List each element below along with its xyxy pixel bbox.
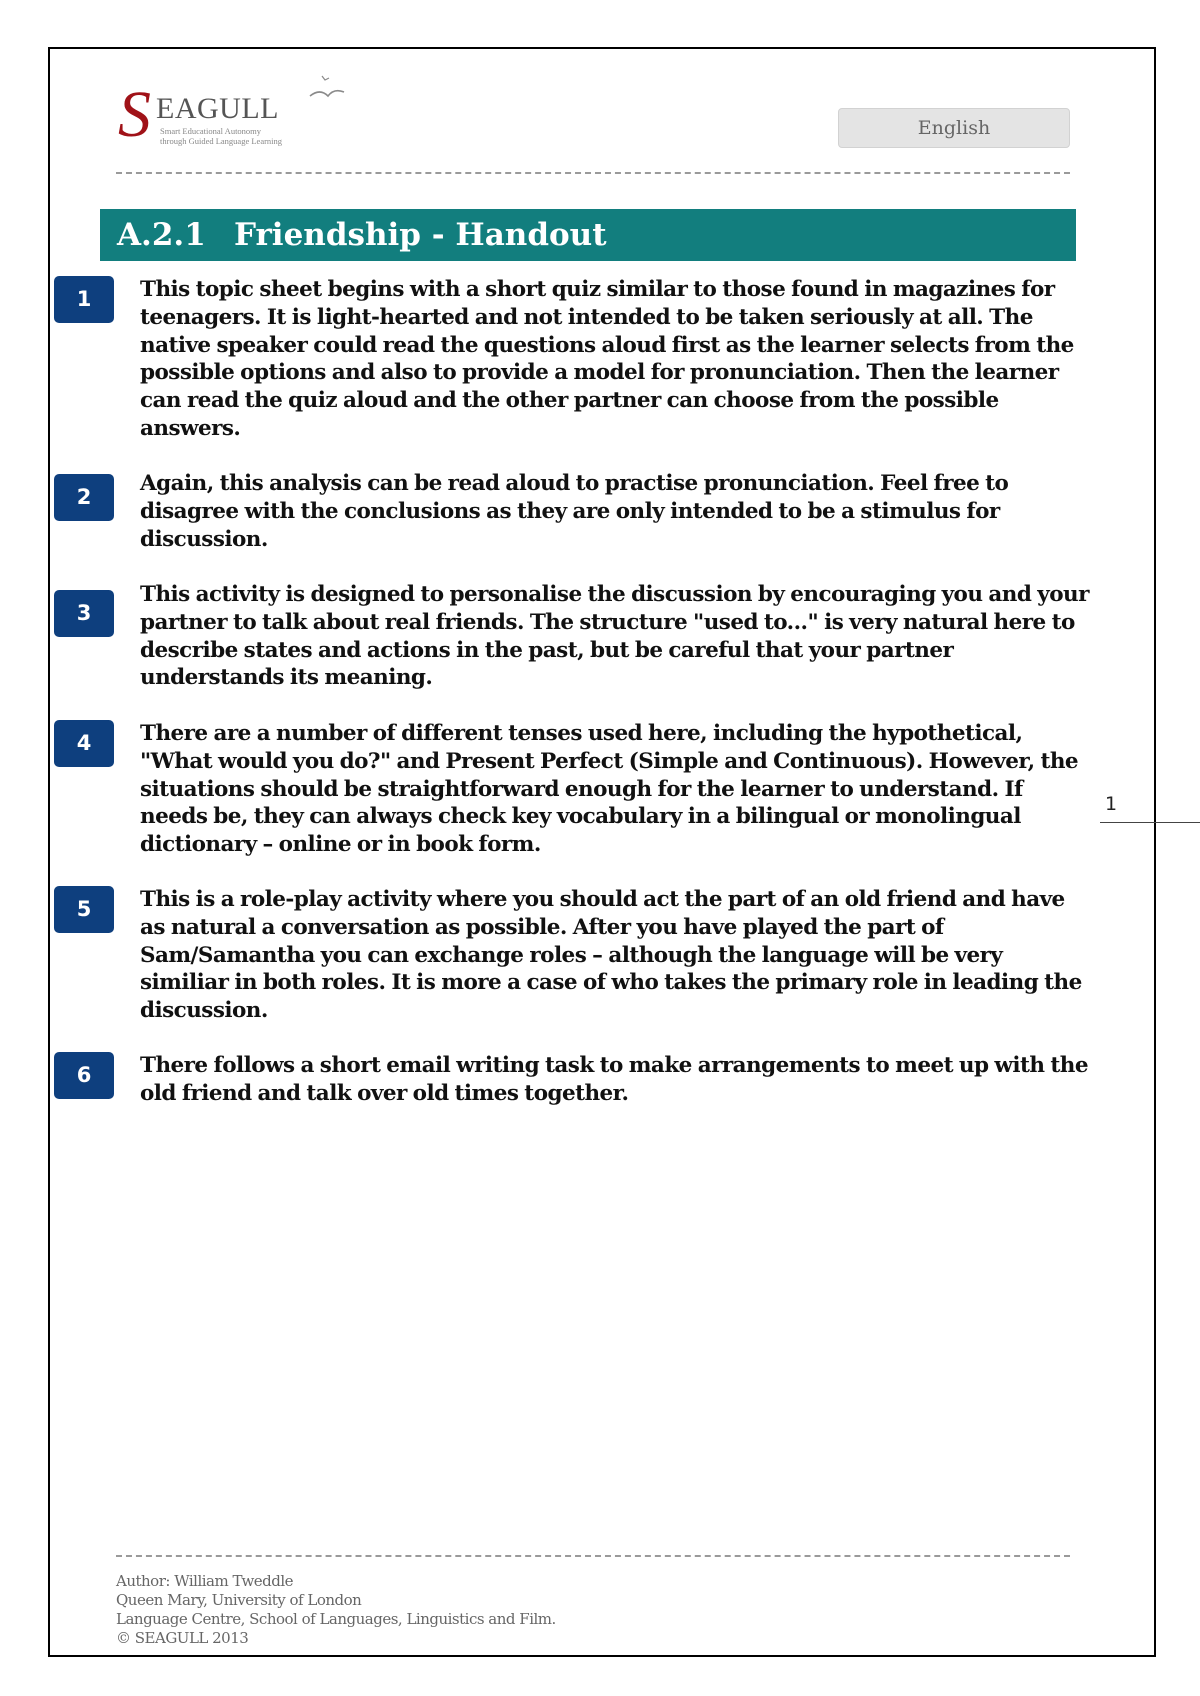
item-text: There follows a short email writing task to make arrangements to meet up with the old friend and talk over old times together.: [140, 1053, 1088, 1106]
item-number-badge: 5: [54, 886, 114, 933]
item-number-badge: 2: [54, 474, 114, 521]
item-number-badge: 1: [54, 276, 114, 323]
item-text: This activity is designed to personalise the discussion by encouraging you and your partner to talk about real friends. The structure "used to..." is very natural here to describe states and actions in the past, but be careful that your partner understands its meaning.: [140, 582, 1089, 691]
page-title: Friendship - Handout: [234, 217, 607, 253]
logo-tagline: [160, 126, 282, 146]
item-text: Again, this analysis can be read aloud to practise pronunciation. Feel free to disagree with the conclusions as they are only intended to be a stimulus for discussion.: [140, 471, 1009, 552]
footer-institution: Queen Mary, University of London: [116, 1591, 362, 1609]
footer-copyright: © SEAGULL 2013: [116, 1629, 249, 1647]
item-text: There are a number of different tenses used here, including the hypothetical, "What would you do?" and Present Perfect (Simple and Continuous). However, the situations should be straightforward enough for the learner to understand. If needs be, they can always check key vocabulary in a bilingual or monolingual dictionary – online or in book form.: [140, 721, 1079, 858]
margin-reference-line: [1100, 822, 1200, 823]
item-number-badge: 4: [54, 720, 114, 767]
item-text: This is a role-play activity where you should act the part of an old friend and have as natural a conversation as possible. After you have played the part of Sam/Samantha you can exchange roles – although the language will be very similiar in both roles. It is more a case of who takes the primary role in leading the discussion.: [140, 887, 1082, 1024]
logo-tagline-line1: Smart Educational Autonomy: [160, 126, 262, 136]
footer-divider: [116, 1555, 1070, 1557]
logo-initial: S: [118, 78, 151, 151]
item-text: This topic sheet begins with a short quiz similar to those found in magazines for teenagers. It is light-hearted and not intended to be taken seriously at all. The native speaker could read the questions aloud first as the learner selects from the possible options and also to provide a model for pronunciation. Then the learner can read the quiz aloud and the other partner can choose from the possible answers.: [140, 277, 1074, 441]
logo-word: EAGULL: [156, 92, 279, 125]
footer: [116, 1572, 556, 1648]
seagull-logo: [118, 74, 348, 154]
footer-author: Author: William Tweddle: [116, 1572, 294, 1590]
header-divider: [116, 172, 1070, 174]
language-badge: English: [838, 108, 1070, 148]
margin-reference-number: 1: [1105, 793, 1118, 815]
footer-department: Language Centre, School of Languages, Linguistics and Film.: [116, 1610, 556, 1628]
seagull-bird-icon: [300, 74, 350, 114]
logo-tagline-line2: through Guided Language Learning: [160, 136, 283, 146]
item-number-badge: 3: [54, 590, 114, 637]
title-number: A.2.1: [117, 217, 206, 253]
item-number-badge: 6: [54, 1052, 114, 1099]
title-bar: [100, 209, 1076, 261]
